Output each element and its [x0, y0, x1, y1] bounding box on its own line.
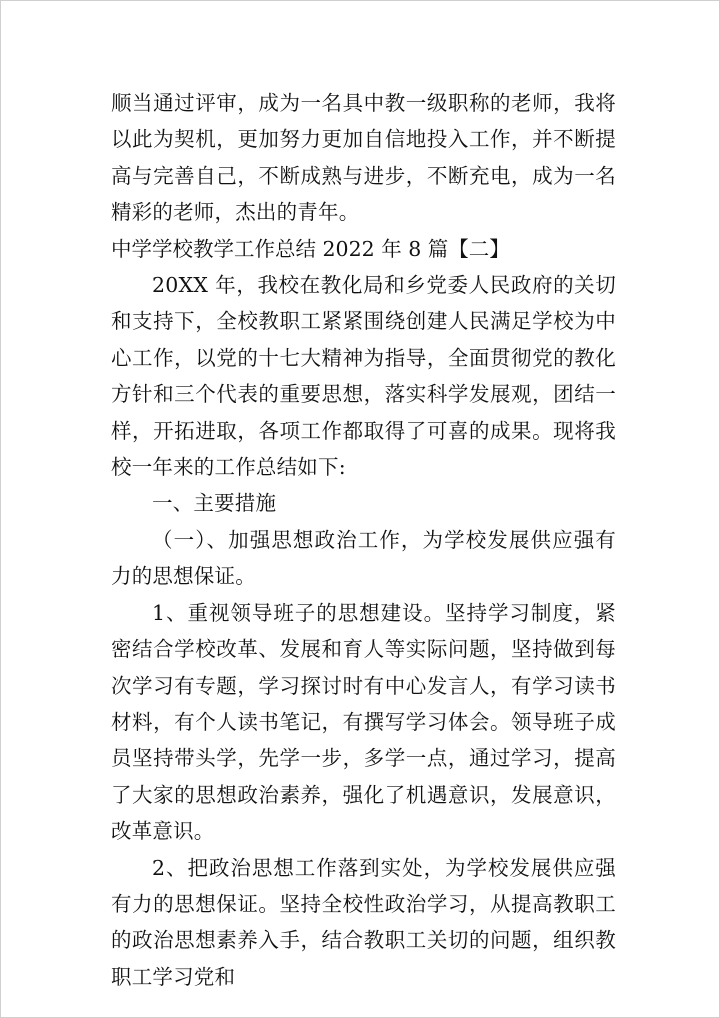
paragraph-item-1: 1、重视领导班子的思想建设。坚持学习制度，紧密结合学校改革、发展和育人等实际问题，坚持做到每次学习有专题，学习探讨时有中心发言人，有学习读书材料，有个人读书笔记，有撰写学习体会。领导班子成员坚持带头学，先学一步，多学一点，通过学习，提高了大家的思想政治素养，强化了机遇意识，发展意识，改革意识。 [111, 600, 616, 844]
paragraph-intro: 20XX 年，我校在教化局和乡党委人民政府的关切和支持下，全校教职工紧紧围绕创建人民满足学校为中心工作，以党的十七大精神为指导，全面贯彻党的教化方针和三个代表的重要思想，落实科学发展观，团结一样，开拓进取，各项工作都取得了可喜的成果。现将我校一年来的工作总结如下: [111, 273, 616, 480]
paragraph-item-2: 2、把政治思想工作落到实处，为学校发展供应强有力的思想保证。坚持全校性政治学习，从提高教职工的政治思想素养入手，结合教职工关切的问题，组织教职工学习党和 [111, 855, 616, 989]
paragraph-continuation: 顺当通过评审，成为一名具中教一级职称的老师，我将以此为契机，更加努力更加自信地投入工作，并不断提高与完善自己，不断成熟与进步，不断充电，成为一名精彩的老师，杰出的青年。 [111, 91, 616, 225]
heading-main-measures: 一、主要措施 [152, 491, 277, 516]
document-body [111, 85, 616, 995]
section-title: 中学学校教学工作总结 2022 年 8 篇【二】 [111, 236, 510, 261]
subheading-political-work: （一）、加强思想政治工作，为学校发展供应强有力的思想保证。 [111, 527, 616, 589]
